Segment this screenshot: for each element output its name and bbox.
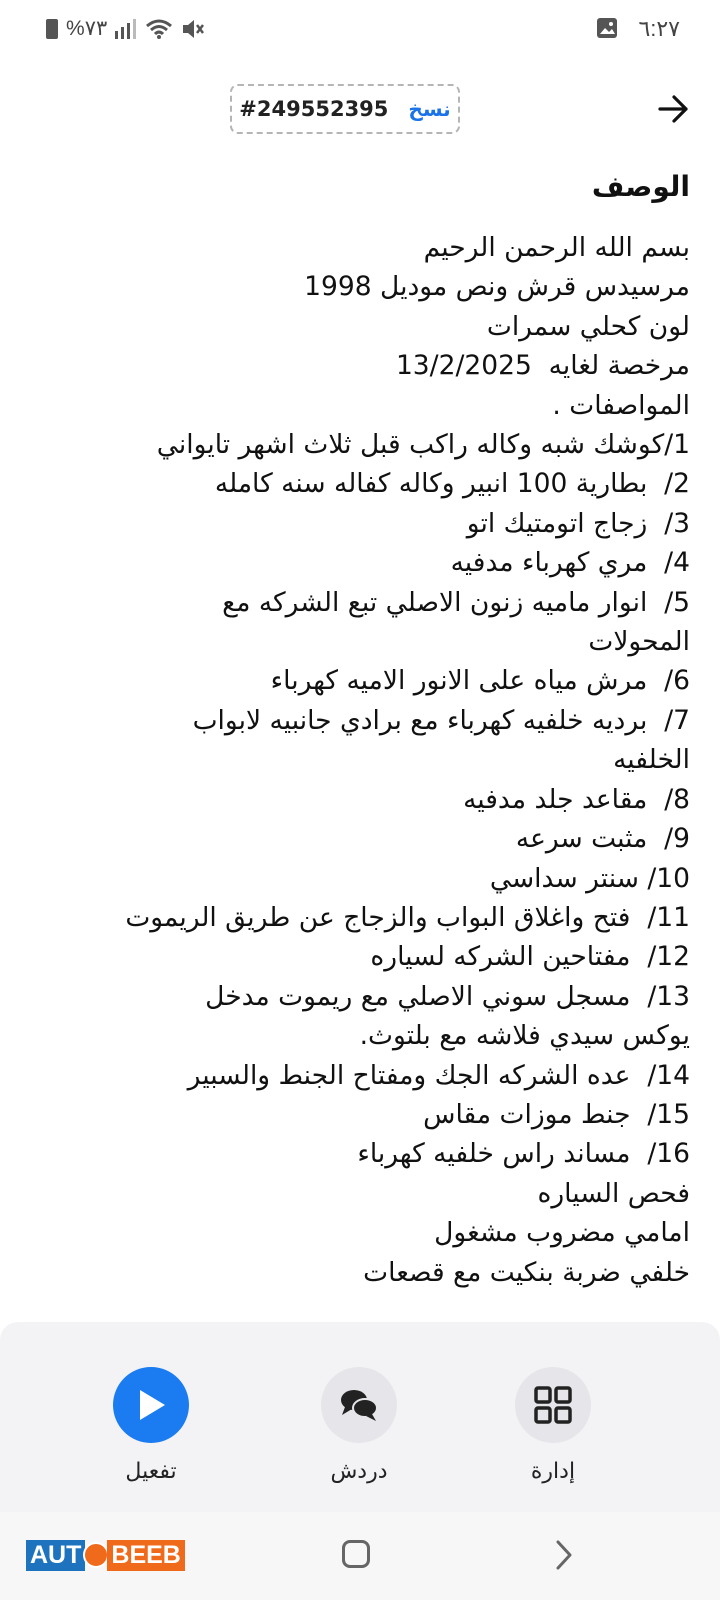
description-line: 6/ مرش مياه على الانور الاميه كهرباء [270,665,690,697]
nav-back-icon[interactable] [548,1538,578,1572]
activate-label: تفعيل [125,1459,177,1484]
description-line: 12/ مفتاحين الشركه لسياره [370,941,690,973]
description-line: 9/ مثبت سرعه [515,823,690,855]
description-line: 15/ جنط موزات مقاس [423,1098,690,1130]
description-line: 8/ مقاعد جلد مدفيه [463,783,690,815]
description-line: 4/ مري كهرباء مدفيه [450,547,690,579]
description-line: 3/ زجاج اتومتيك اتو [466,507,690,539]
manage-button[interactable] [515,1367,591,1443]
back-arrow-icon[interactable] [656,92,690,126]
description-line: امامي مضروب مشغول [434,1217,690,1249]
status-indicators [46,16,205,41]
status-time: ٦:٢٧ [638,16,680,41]
logo-part-beeb: BEEB [107,1540,184,1571]
logo-wheel-icon [83,1542,109,1568]
description-line: 13/ مسجل سوني الاصلي مع ريموت مدخل [205,980,690,1012]
description-line: 16/ مساند راس خلفيه كهرباء [357,1138,690,1170]
battery-percent: %٧٣ [66,17,108,40]
activate-button[interactable] [113,1367,189,1443]
manage-action[interactable] [478,1367,628,1484]
description-line: 14/ عده الشركه الجك ومفتاح الجنط والسبير [187,1059,690,1091]
description-line: فحص السياره [537,1177,690,1209]
play-icon [134,1387,168,1423]
chat-button[interactable] [321,1367,397,1443]
description-line: مرخصة لغايه 13/2/2025 [395,350,690,382]
activate-action[interactable] [76,1367,226,1484]
description-line: لون كحلي سمرات [486,310,690,342]
logo-part-auto: AUT [26,1540,85,1571]
description-line: المحولات [588,626,690,658]
gallery-notification-icon [596,17,618,39]
ad-id-box [230,84,460,134]
ad-id: #249552395 [239,97,389,121]
description-body [30,228,690,1292]
description-line: 11/ فتح واغلاق البواب والزجاج عن طريق الريموت [125,901,690,933]
copy-button[interactable]: نسخ [408,97,451,121]
description-line: خلفي ضربة بنكيت مع قصعات [363,1256,690,1288]
status-bar [0,0,720,60]
description-line: 5/ انوار ماميه زنون الاصلي تبع الشركه مع [222,586,690,618]
grid-icon [533,1385,573,1425]
manage-label: إدارة [530,1459,576,1484]
description-line: مرسيدس قرش ونص موديل 1998 [304,271,690,303]
description-line: الخلفيه [613,744,690,776]
chat-action[interactable] [284,1367,434,1484]
autobeeb-logo [26,1540,185,1570]
description-line: بسم الله الرحمن الرحيم [423,232,690,263]
mute-icon [181,18,205,40]
description-line: المواصفات . [552,389,690,421]
home-button[interactable] [342,1540,370,1568]
description-line: 2/ بطارية 100 انبير وكاله كفاله سنه كامله [214,468,690,500]
description-line: 1/كوشك شبه وكاله راكب قبل ثلاث اشهر تايواني [156,429,690,461]
chat-label: دردش [330,1459,388,1484]
chat-bubbles-icon [339,1386,379,1424]
wifi-icon [145,18,173,40]
battery-icon [46,19,58,39]
description-line: 10/ سنتر سداسي [489,862,690,894]
description-title: الوصف [591,170,690,203]
description-line: 7/ برديه خلفيه كهرباء مع برادي جانبيه لابواب [192,704,690,736]
description-line: يوكس سيدي فلاشه مع بلتوث. [359,1020,690,1052]
signal-icon [115,19,137,39]
